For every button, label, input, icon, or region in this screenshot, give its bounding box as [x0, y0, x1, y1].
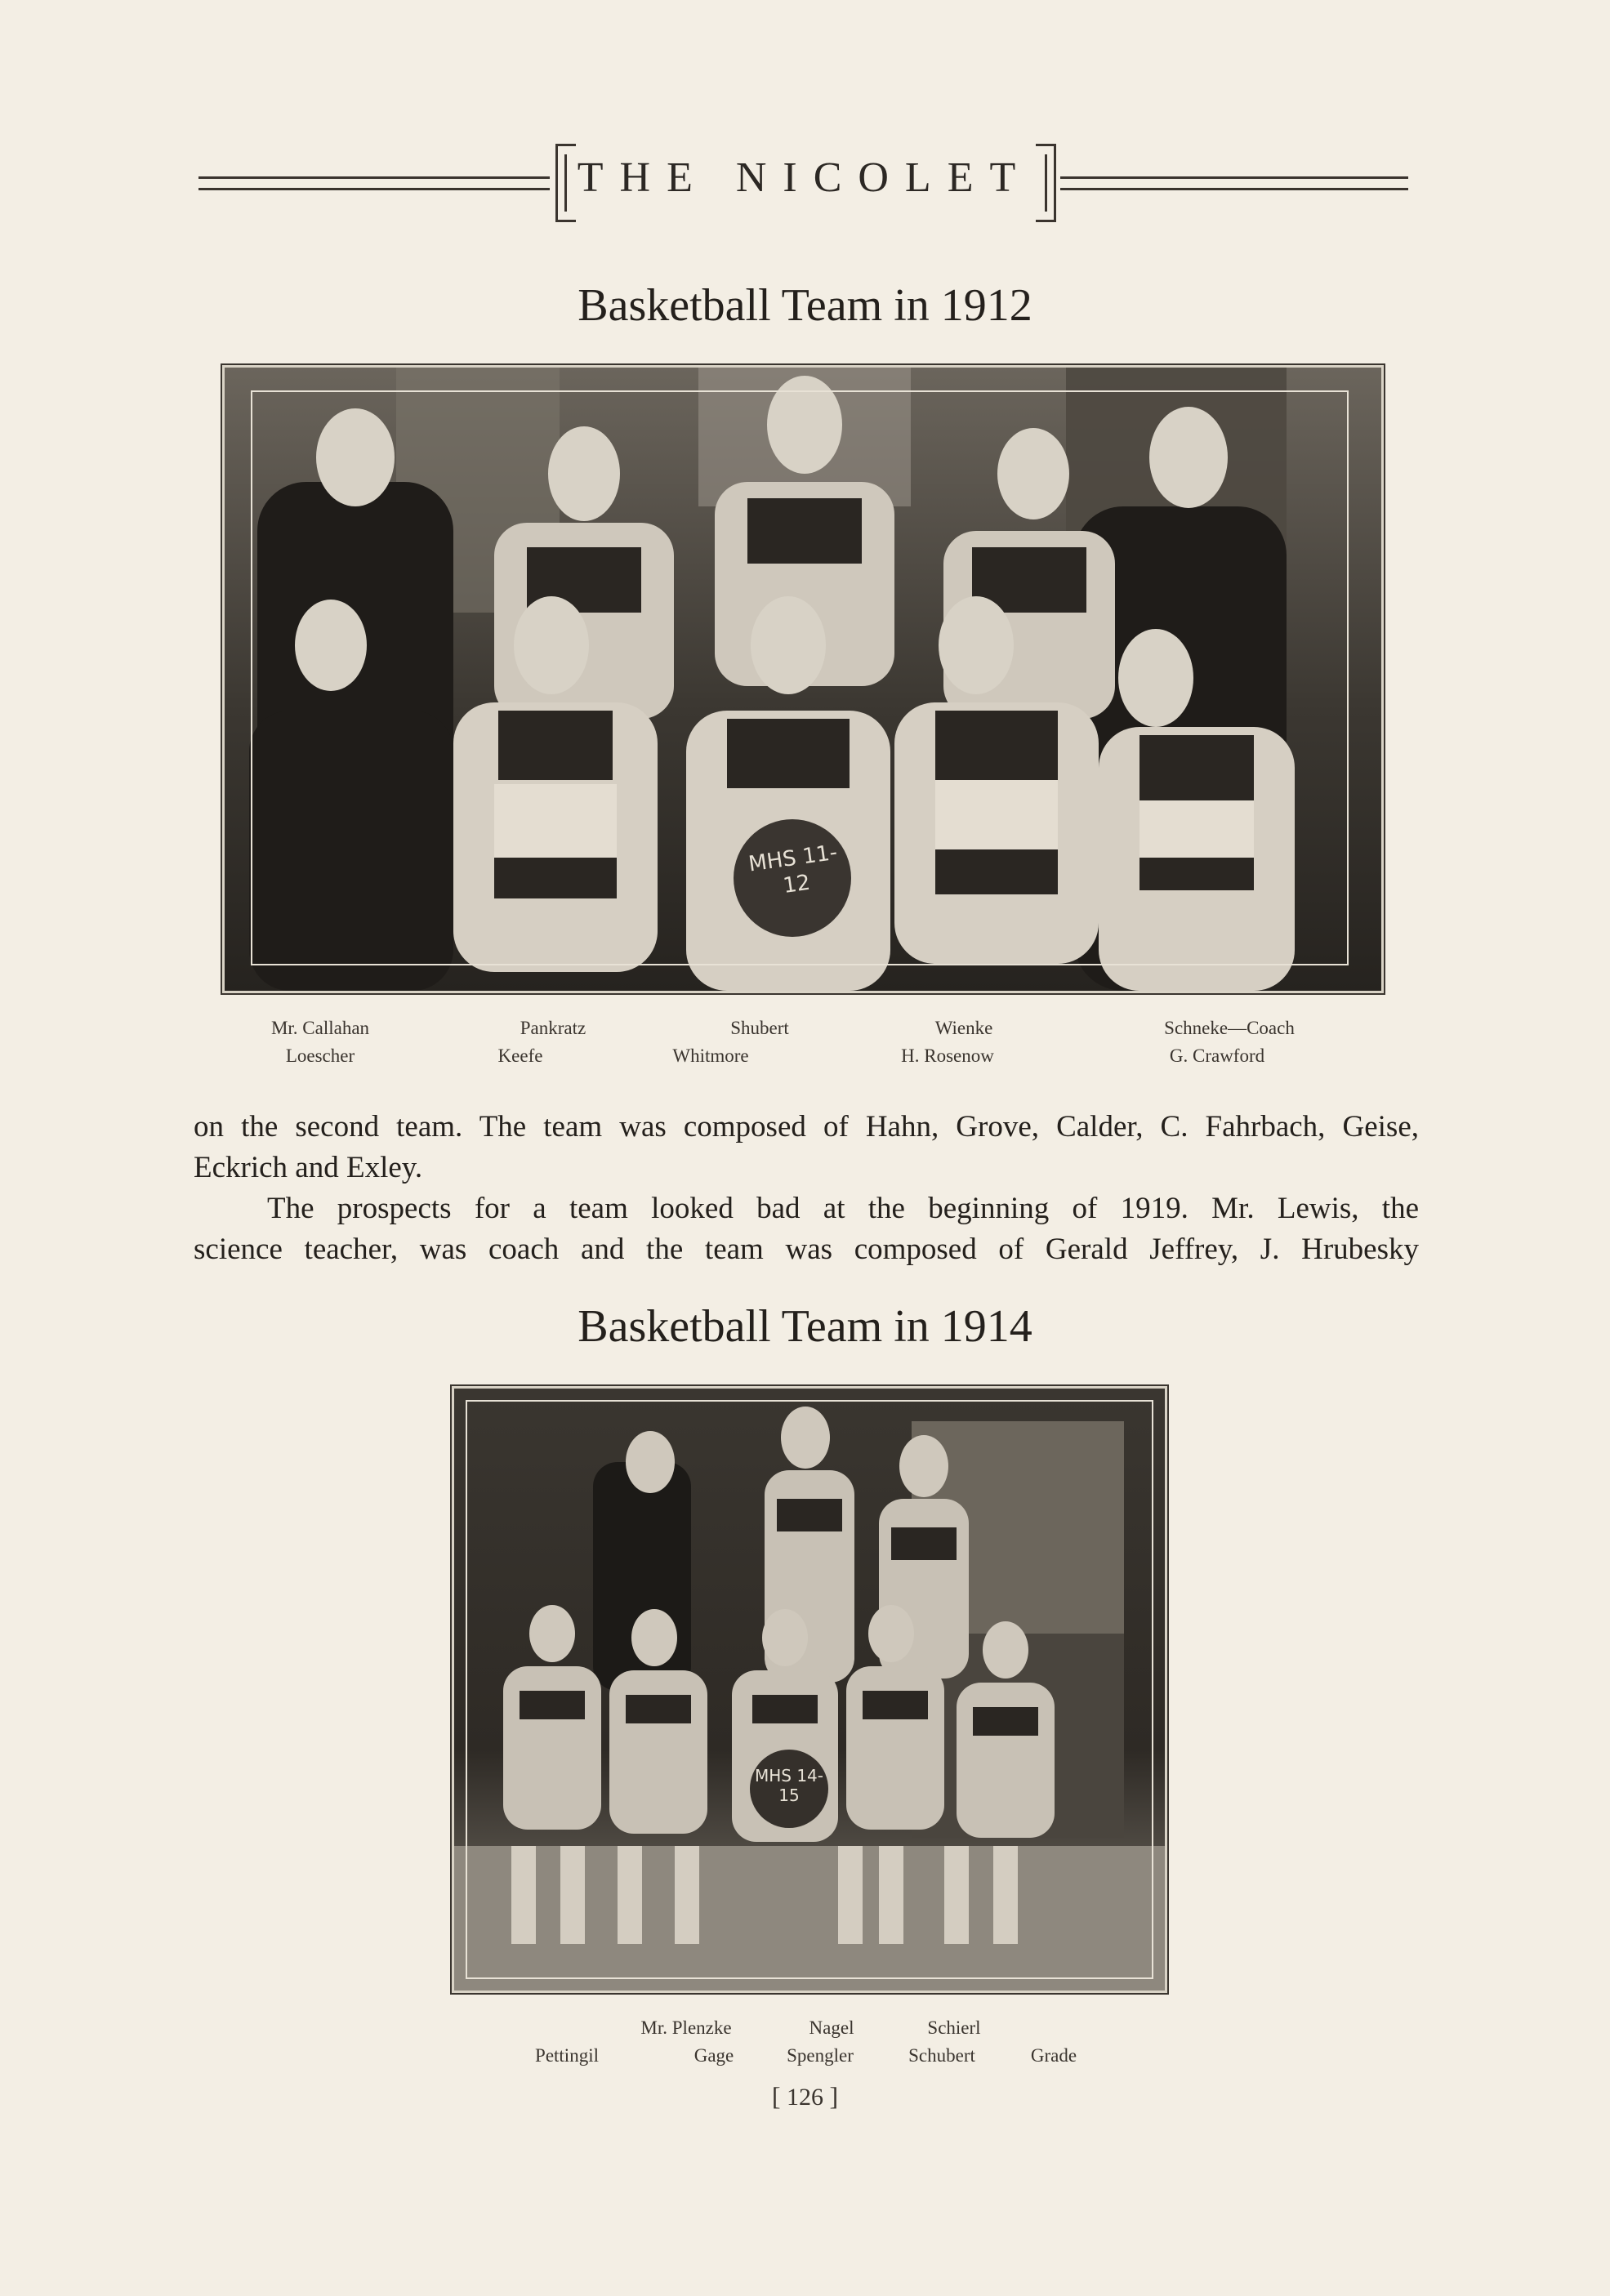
player-name: Nagel	[809, 2017, 854, 2038]
player-name: Schubert	[908, 2045, 975, 2066]
team-photo-1914-image	[454, 1389, 1165, 1991]
player-name: Schierl	[927, 2017, 981, 2038]
player-name: Mr. Callahan	[270, 1018, 370, 1038]
team-photo-1914	[452, 1386, 1167, 1993]
running-header-title: THE NICOLET	[577, 154, 1032, 201]
team-photo-1912-image	[225, 368, 1381, 991]
player-name: H. Rosenow	[901, 1045, 994, 1066]
player-name: Keefe	[497, 1045, 543, 1066]
paragraph-2-line-2: science teacher, was coach and the team was composed of Gerald Jeffrey, J. Hrubesky	[194, 1233, 1419, 1266]
player-name: Mr. Plenzke	[640, 2017, 732, 2038]
paragraph-1-line-1: on the second team. The team was composed of Hahn, Grove, Calder, C. Fahrbach, Geise,	[194, 1110, 1419, 1144]
header-bracket-right	[1036, 144, 1056, 222]
section-title-1914: Basketball Team in 1914	[578, 1301, 1032, 1352]
player-name: Shubert	[730, 1018, 789, 1038]
player-name: Whitmore	[672, 1045, 749, 1066]
header-bracket-left	[555, 144, 576, 222]
player-name: Pettingil	[535, 2045, 599, 2066]
paragraph-1-line-2: Eckrich and Exley.	[194, 1151, 423, 1184]
ball-lettering-1912: MHS 11-12	[747, 840, 839, 899]
page-number	[0, 2081, 1610, 2111]
header-rule-right	[1060, 176, 1408, 190]
player-name: Gage	[694, 2045, 734, 2066]
player-name: Wienke	[934, 1018, 993, 1038]
header-rule-left	[198, 176, 550, 190]
section-title-1912: Basketball Team in 1912	[578, 280, 1032, 331]
page-bracket-left: [	[771, 2081, 781, 2111]
page-bracket-right: ]	[829, 2081, 839, 2111]
player-name: Grade	[1030, 2045, 1077, 2066]
player-name: Pankratz	[520, 1018, 586, 1038]
paragraph-2-line-1: The prospects for a team looked bad at the beginning of 1919. Mr. Lewis, the	[267, 1192, 1419, 1225]
player-name: Schneke—Coach	[1164, 1018, 1295, 1038]
ball-lettering-1914: MHS 14-15	[754, 1766, 823, 1805]
team-photo-1912	[222, 365, 1384, 993]
player-name: G. Crawford	[1169, 1045, 1265, 1066]
page-number-value: 126	[787, 2084, 823, 2111]
player-name: Spengler	[787, 2045, 854, 2066]
player-name: Loescher	[285, 1045, 355, 1066]
